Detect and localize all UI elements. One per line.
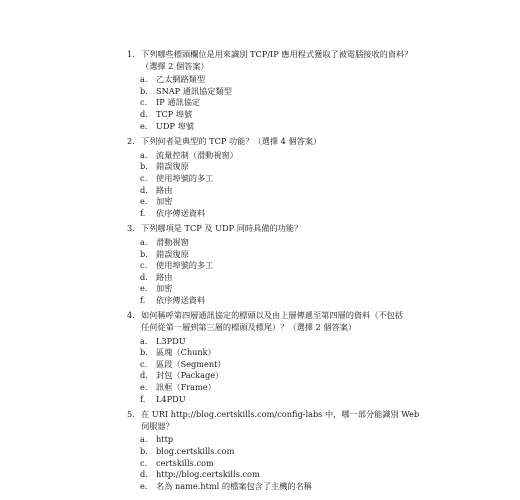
question-header [127, 223, 427, 235]
option-text: http [156, 434, 174, 445]
answer-option [140, 196, 427, 208]
option-letter: e. [140, 196, 148, 207]
option-letter: a. [140, 236, 148, 247]
option-letter: e. [140, 120, 148, 131]
option-text: 路由 [156, 184, 173, 195]
question-number: 4. [127, 310, 135, 321]
option-text: L4PDU [156, 393, 186, 404]
option-letter: d. [140, 271, 148, 282]
option-text: 依序傳送資料 [156, 207, 206, 218]
option-letter: b. [140, 347, 148, 358]
option-list [140, 434, 427, 492]
option-letter: b. [140, 248, 148, 259]
option-letter: b. [140, 161, 148, 172]
option-text: 訊框（Frame） [156, 382, 216, 393]
answer-option [140, 446, 427, 458]
option-letter: a. [140, 149, 148, 160]
question-3 [127, 223, 427, 306]
option-letter: b. [140, 446, 148, 456]
option-text: 封包（Package） [156, 370, 224, 381]
option-letter: c. [140, 457, 148, 468]
question-text [141, 136, 427, 148]
option-letter: c. [140, 260, 148, 271]
answer-option [140, 394, 427, 406]
option-letter: d. [140, 469, 148, 480]
question-note: （選擇 2 個答案） [141, 60, 209, 71]
option-text: 錯誤復原 [156, 161, 189, 172]
option-text: 滑動視窗 [156, 236, 189, 247]
option-letter: e. [140, 283, 148, 294]
question-number: 5. [127, 409, 135, 420]
option-text: certskills.com [156, 457, 214, 468]
option-text: TCP 埠號 [156, 108, 193, 119]
answer-option [140, 283, 427, 295]
question-text [141, 310, 427, 333]
question-line: 任何從第一層到第三層的標頭及標尾）？（選擇 2 個答案） [141, 322, 357, 333]
question-4 [127, 310, 427, 405]
option-text: 區塊（Chunk） [156, 347, 216, 358]
option-text: 使用埠號的多工 [156, 260, 214, 271]
option-letter: a. [140, 74, 148, 85]
question-number: 3. [127, 223, 135, 234]
option-letter: d. [140, 370, 148, 381]
option-letter: a. [140, 434, 148, 445]
question-header [127, 409, 427, 432]
answer-option [140, 370, 427, 382]
option-text: 乙太網路類型 [156, 74, 206, 85]
answer-option [140, 150, 427, 162]
answer-option [140, 272, 427, 284]
option-list [140, 336, 427, 406]
option-text: 錯誤復原 [156, 248, 189, 259]
option-text: 加密 [156, 196, 173, 207]
answer-option [140, 347, 427, 359]
option-letter: a. [140, 335, 148, 346]
option-text: 依序傳送資料 [156, 294, 206, 305]
answer-option [140, 458, 427, 470]
answer-option [140, 481, 427, 493]
option-list [140, 74, 427, 132]
question-header [127, 136, 427, 148]
option-text: 路由 [156, 271, 173, 282]
option-list [140, 237, 427, 307]
option-text: L3PDU [156, 335, 186, 346]
option-text: 區段（Segment） [156, 358, 226, 369]
answer-option [140, 382, 427, 394]
question-5 [127, 409, 427, 492]
answer-option [140, 434, 427, 446]
question-header [127, 49, 427, 72]
question-number: 2. [127, 136, 135, 147]
question-line: 下列何者是典型的 TCP 功能？（選擇 4 個答案） [141, 136, 322, 147]
option-letter: c. [140, 358, 148, 369]
option-letter: e. [140, 480, 148, 491]
answer-option [140, 469, 427, 481]
option-text: SNAP 通訊協定類型 [156, 85, 232, 96]
answer-option [140, 161, 427, 173]
option-text: 名為 name.html 的檔案包含了主機的名稱 [156, 480, 312, 491]
answer-option [140, 173, 427, 185]
option-text: 使用埠號的多工 [156, 172, 214, 183]
option-letter: d. [140, 184, 148, 195]
option-text: UDP 埠號 [156, 120, 194, 131]
question-line: 在 URI http://blog.certskills.com/config-labs 中，哪一部分能識別 Web 伺服器？ [141, 409, 420, 431]
answer-option [140, 208, 427, 220]
answer-option [140, 237, 427, 249]
answer-option [140, 74, 427, 86]
answer-option [140, 97, 427, 109]
question-list [127, 49, 427, 496]
answer-option [140, 295, 427, 307]
answer-option [140, 336, 427, 348]
question-text [141, 49, 427, 72]
question-2 [127, 136, 427, 219]
option-letter: f. [140, 207, 146, 218]
answer-option [140, 260, 427, 272]
answer-option [140, 249, 427, 261]
question-text [141, 223, 427, 235]
question-line: 下列哪項是 TCP 及 UDP 同時具備的功能？ [141, 223, 303, 234]
question-line: 下列哪些標頭欄位是用來識別 TCP/IP 應用程式獲取了被電腦接收的資料？ [141, 49, 413, 59]
option-letter: b. [140, 85, 148, 96]
answer-option [140, 121, 427, 133]
option-text: IP 通訊協定 [156, 97, 201, 108]
answer-option [140, 359, 427, 371]
option-letter: f. [140, 294, 146, 305]
question-1 [127, 49, 427, 132]
option-text: http://blog.certskills.com [156, 469, 260, 480]
question-number: 1. [127, 49, 135, 59]
option-text: blog.certskills.com [156, 446, 235, 456]
answer-option [140, 109, 427, 121]
question-text [141, 409, 427, 432]
option-letter: f. [140, 393, 146, 404]
answer-option [140, 86, 427, 98]
question-line: 如何稱呼第四層通訊協定的標頭以及由上層傳遞至第四層的資料（不包括 [141, 310, 404, 321]
option-text: 流量控制（滑動視窗） [156, 149, 238, 160]
question-header [127, 310, 427, 333]
option-text: 加密 [156, 283, 173, 294]
option-list [140, 150, 427, 220]
option-letter: c. [140, 172, 148, 183]
option-letter: d. [140, 108, 148, 119]
option-letter: c. [140, 97, 148, 108]
option-letter: e. [140, 382, 148, 393]
answer-option [140, 185, 427, 197]
